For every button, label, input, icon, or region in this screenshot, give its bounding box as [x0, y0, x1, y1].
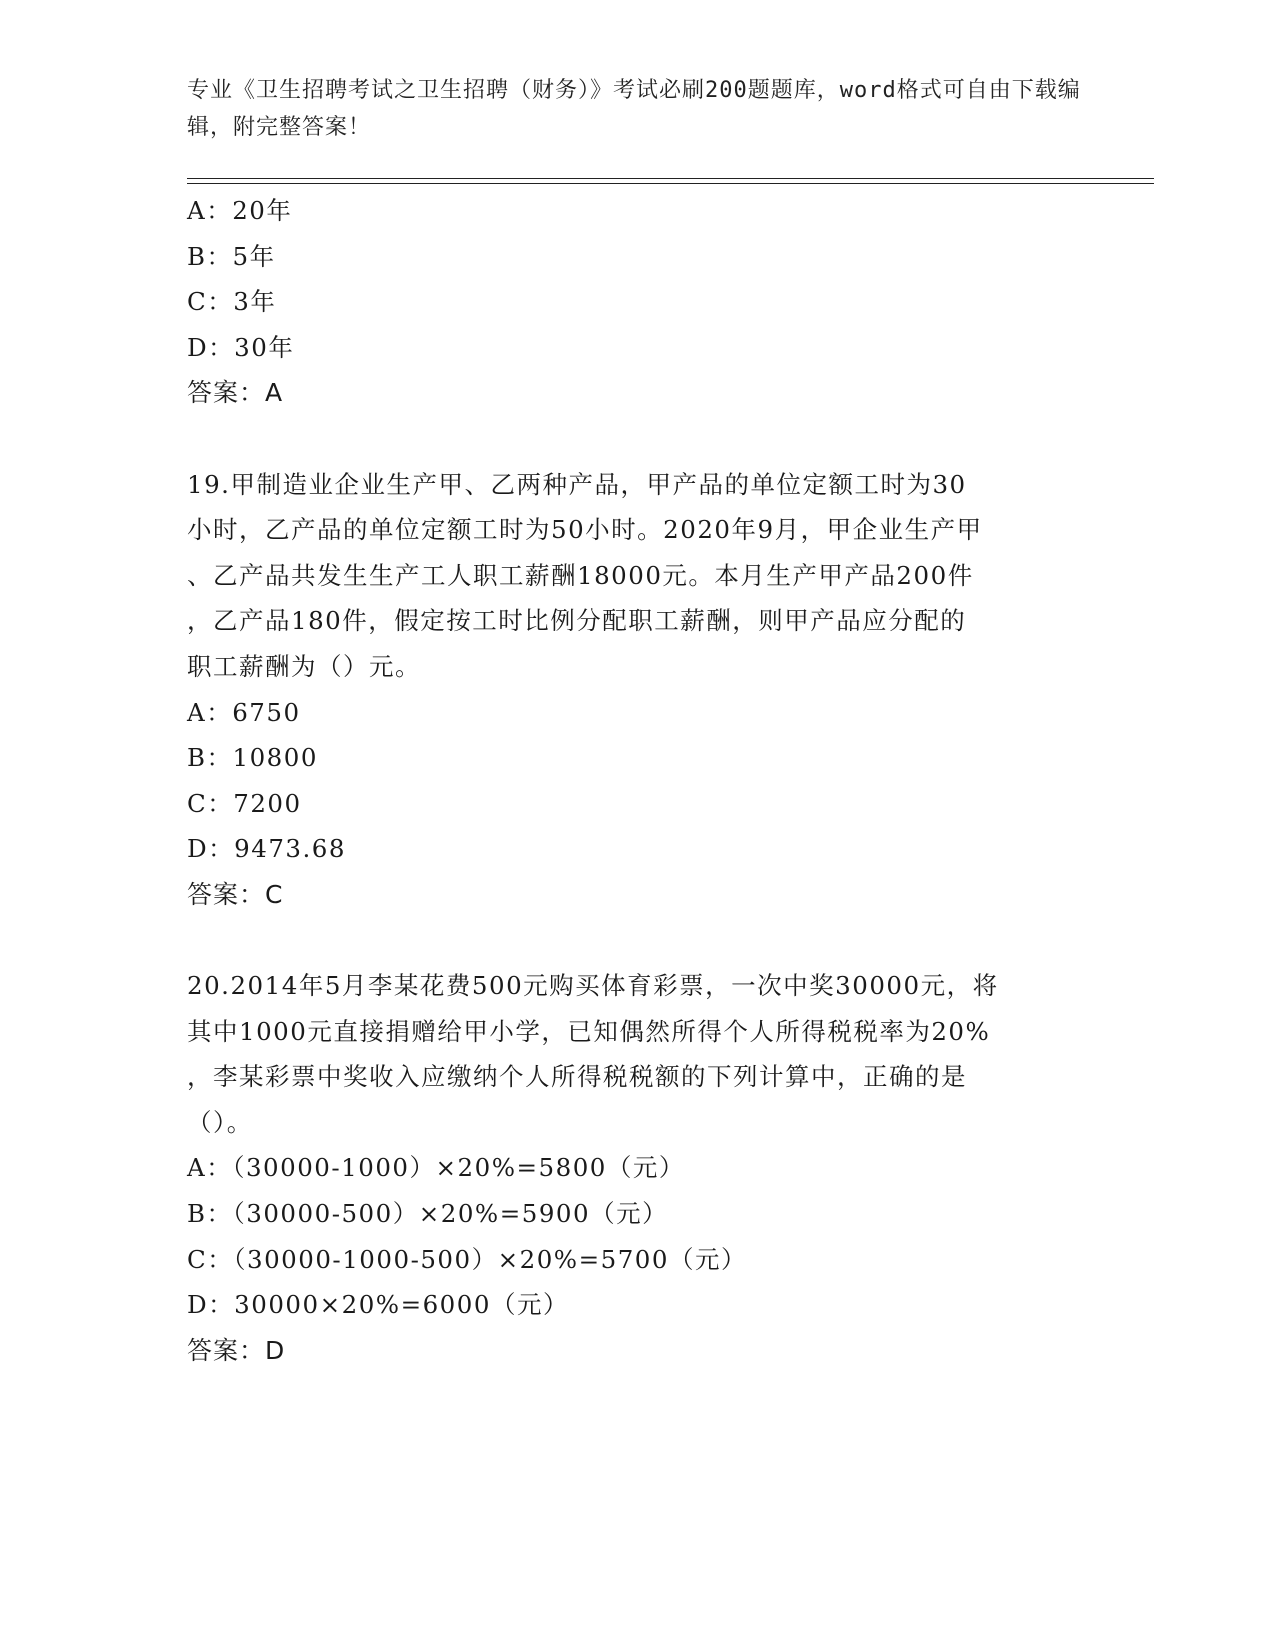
spacer — [187, 416, 1087, 462]
option-a: A：20年 — [187, 196, 293, 225]
option-b: B：10800 — [187, 743, 318, 773]
option-c: C：3年 — [187, 287, 277, 317]
question-stem-line: 19.甲制造业企业生产甲、乙两种产品，甲产品的单位定额工时为30 — [187, 469, 967, 499]
option-b: B：（30000-500）×20%=5900（元） — [187, 1199, 669, 1229]
question-stem-line: 职工薪酬为（）元。 — [187, 651, 421, 681]
answer-line: 答案：A — [187, 378, 284, 408]
option-b: B：5年 — [187, 241, 276, 271]
option-a: A：（30000-1000）×20%=5800（元） — [187, 1153, 685, 1183]
option-d: D：30000×20%=6000（元） — [187, 1290, 569, 1320]
option-c: C：7200 — [187, 788, 302, 818]
option-a: A：6750 — [187, 697, 301, 727]
header-divider-top — [187, 178, 1154, 179]
question-stem-line: 其中1000元直接捐赠给甲小学，已知偶然所得个人所得税税率为20% — [187, 1016, 991, 1046]
answer-line: 答案：C — [187, 879, 284, 909]
question-list — [187, 188, 1087, 1373]
answer-line: 答案：D — [187, 1335, 286, 1365]
question-20 — [187, 963, 1087, 1373]
spacer — [187, 918, 1087, 964]
question-stem-line: 、乙产品共发生生产工人职工薪酬18000元。本月生产甲产品200件 — [187, 560, 974, 590]
question-19 — [187, 462, 1087, 918]
header-divider-bottom — [187, 183, 1154, 184]
question-stem-line: 小时，乙产品的单位定额工时为50小时。2020年9月，甲企业生产甲 — [187, 515, 983, 545]
question-stem-line: ，乙产品180件，假定按工时比例分配职工薪酬，则甲产品应分配的 — [187, 606, 967, 636]
question-stem-line: ，李某彩票中奖收入应缴纳个人所得税税额的下列计算中，正确的是 — [187, 1062, 967, 1092]
option-d: D：9473.68 — [187, 834, 346, 864]
document-header: 专业《卫生招聘考试之卫生招聘（财务）》考试必刷200题题库，word格式可自由下载编辑，附完整答案！ — [187, 78, 1081, 140]
question-stem-line: 20.2014年5月李某花费500元购买体育彩票，一次中奖30000元，将 — [187, 971, 999, 1001]
question-stem-line: （）。 — [187, 1107, 253, 1137]
option-c: C：（30000-1000-500）×20%=5700（元） — [187, 1244, 747, 1274]
question-18 — [187, 188, 1087, 416]
option-d: D：30年 — [187, 332, 295, 362]
